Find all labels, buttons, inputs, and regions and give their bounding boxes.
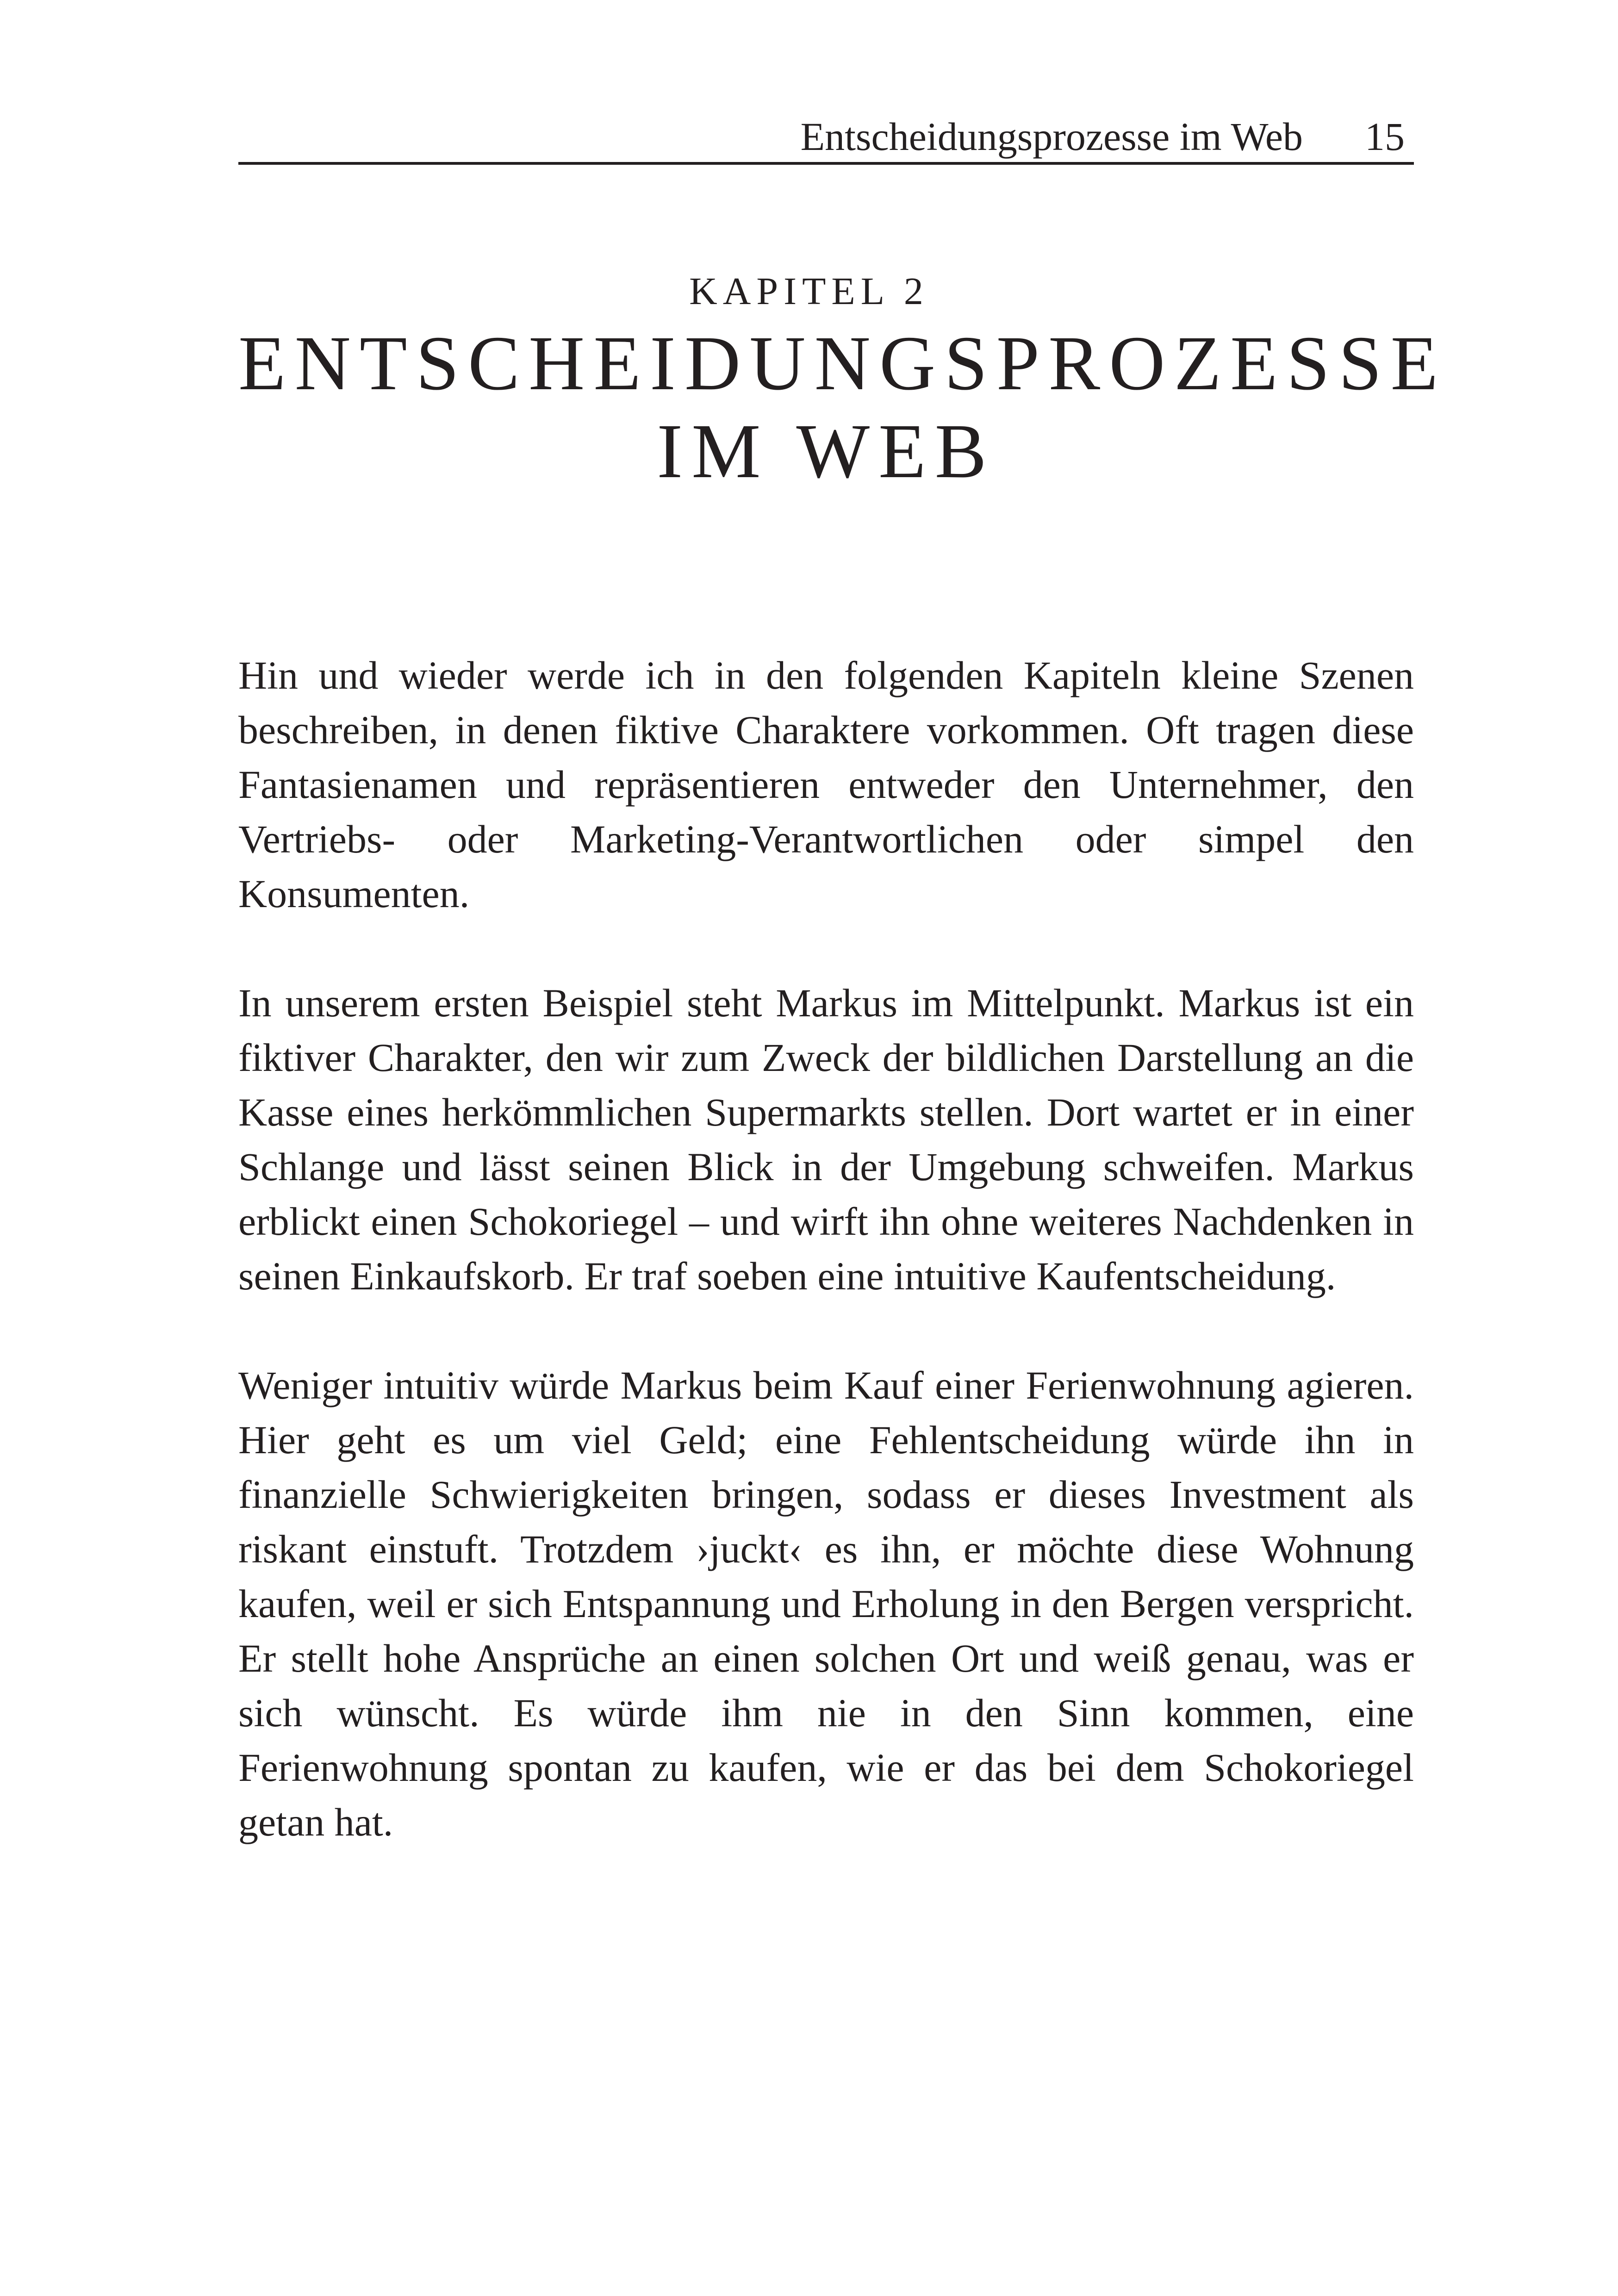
page-number: 15 [1365,114,1405,159]
chapter-title-line-1: ENTSCHEIDUNGSPROZESSE [238,320,1447,406]
paragraph: Weniger intuitiv würde Markus beim Kauf einer Ferienwohnung agieren. Hier geht es um viel Geld; eine Fehlentscheidung würde ihn in finanzielle Schwierigkeiten bringen, sodass er dieses Investment als riskant einstuft. Trotzdem ›juckt‹ es ihn, er möchte diese Wohnung kaufen, weil er sich Entspannung und Erholung in den Bergen verspricht. Er stellt hohe Ansprüche an einen solchen Ort und weiß genau, was er sich wünscht. Es würde ihm nie in den Sinn kommen, eine Ferienwohnung spontan zu kaufen, wie er das bei dem Schokoriegel getan hat. [238,1363,1414,1844]
running-title: Entscheidungsprozesse im Web [800,114,1303,159]
running-header [238,111,1414,165]
body-text [238,648,1414,1904]
chapter-label: KAPITEL 2 [689,270,929,313]
chapter-title [238,319,1447,495]
chapter-title-line-2: IM WEB [657,408,996,494]
paragraph: Hin und wieder werde ich in den folgenden Kapiteln kleine Szenen beschreiben, in denen fiktive Charaktere vorkommen. Oft tragen diese Fantasienamen und repräsentieren entweder den Unternehmer, den Vertriebs- oder Marketing-Verantwortlichen oder simpel den Konsumenten. [238,653,1414,916]
paragraph: In unserem ersten Beispiel steht Markus im Mittelpunkt. Markus ist ein fiktiver Charakter, den wir zum Zweck der bildlichen Darstellung an die Kasse eines herkömmlichen Supermarkts stellen. Dort wartet er in einer Schlange und lässt seinen Blick in der Umgebung schweifen. Markus erblickt einen Schokoriegel – und wirft ihn ohne weiteres Nachdenken in seinen Einkaufskorb. Er traf soeben eine intuitive Kaufentscheidung. [238,981,1414,1298]
